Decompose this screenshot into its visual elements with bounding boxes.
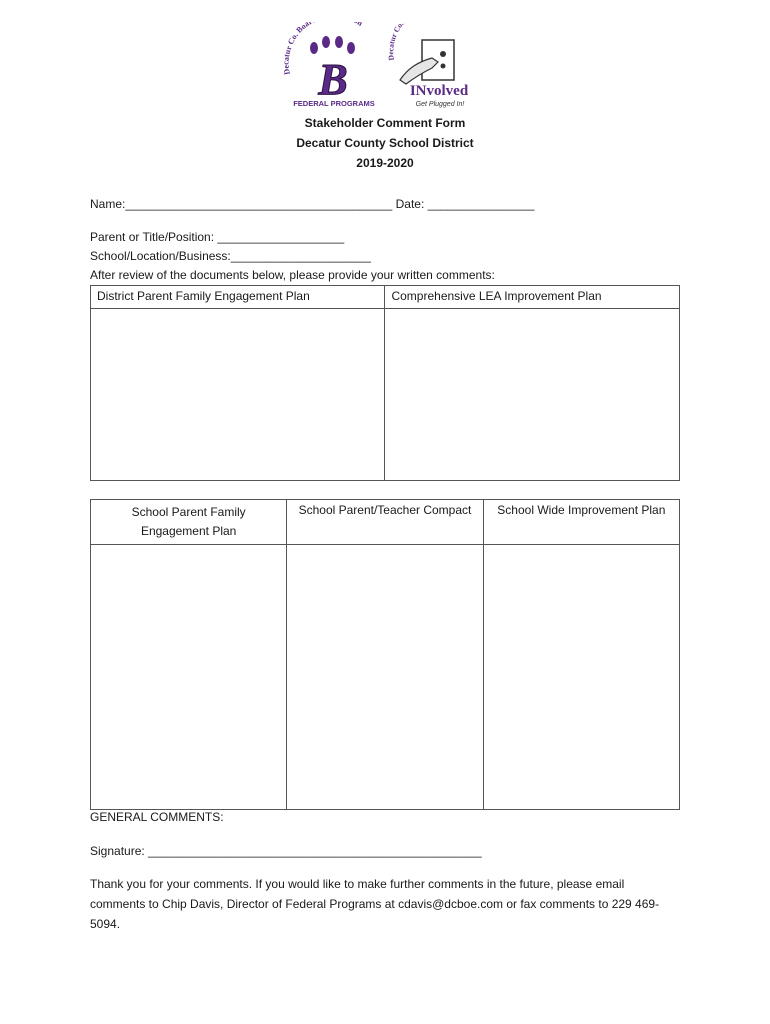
district-engagement-plan-comment-box[interactable] — [91, 309, 385, 481]
involved-tagline: Get Plugged In! — [415, 101, 465, 108]
school-compact-header: School Parent/Teacher Compact — [287, 500, 483, 545]
lea-improvement-plan-header: Comprehensive LEA Improvement Plan — [385, 286, 680, 309]
paw-toe-icon — [335, 36, 343, 48]
federal-programs-logo — [282, 22, 375, 108]
signature-field[interactable]: Signature: __________________________________________________ — [90, 844, 482, 858]
form-title: Stakeholder Comment Form — [304, 116, 466, 130]
district-engagement-plan-header: District Parent Family Engagement Plan — [91, 286, 385, 309]
paw-toe-icon — [322, 36, 330, 48]
lea-improvement-plan-comment-box[interactable] — [385, 309, 680, 481]
school-engagement-plan-comment-box[interactable] — [91, 545, 287, 810]
outlet-hole-icon — [440, 51, 446, 57]
district-name: Decatur County School District — [296, 136, 474, 150]
school-location-field[interactable]: School/Location/Business:_____________________ — [90, 249, 371, 263]
left-logo-arc-text: Decatur Co. Boa n — [282, 22, 365, 76]
school-wide-improvement-comment-box[interactable] — [483, 545, 679, 810]
paw-toe-icon — [347, 42, 355, 54]
school-year: 2019-2020 — [356, 156, 414, 170]
paw-toe-icon — [310, 42, 318, 54]
closing-paragraph: Thank you for your comments. If you would like to make further comments in the future, please email comments to Chip Davis, Director of Federal Programs at cdavis@dcboe.com or fax comments to 229 469-5094. — [90, 877, 660, 931]
involved-logo — [386, 22, 469, 108]
district-plans-table — [90, 285, 680, 481]
left-logo-bottom-text: FEDERAL PROGRAMS — [293, 99, 375, 108]
school-compact-comment-box[interactable] — [287, 545, 483, 810]
school-plans-table — [90, 499, 680, 810]
involved-wordmark: INvolved — [409, 83, 469, 99]
right-logo-arc-text: Decatur Co. — [386, 22, 406, 61]
outlet-hole-icon — [441, 64, 446, 69]
instructions-text: After review of the documents below, please provide your written comments: — [90, 268, 495, 282]
header-logos — [282, 22, 482, 114]
position-field[interactable]: Parent or Title/Position: ___________________ — [90, 230, 345, 244]
general-comments-label: GENERAL COMMENTS: — [90, 810, 224, 824]
name-date-field[interactable]: Name:________________________________________ Date: ________________ — [90, 197, 535, 211]
school-engagement-plan-header: School Parent Family Engagement Plan — [91, 500, 287, 545]
paw-letter-b: B — [318, 55, 348, 104]
school-wide-improvement-header: School Wide Improvement Plan — [483, 500, 679, 545]
logo-graphics — [282, 22, 482, 114]
